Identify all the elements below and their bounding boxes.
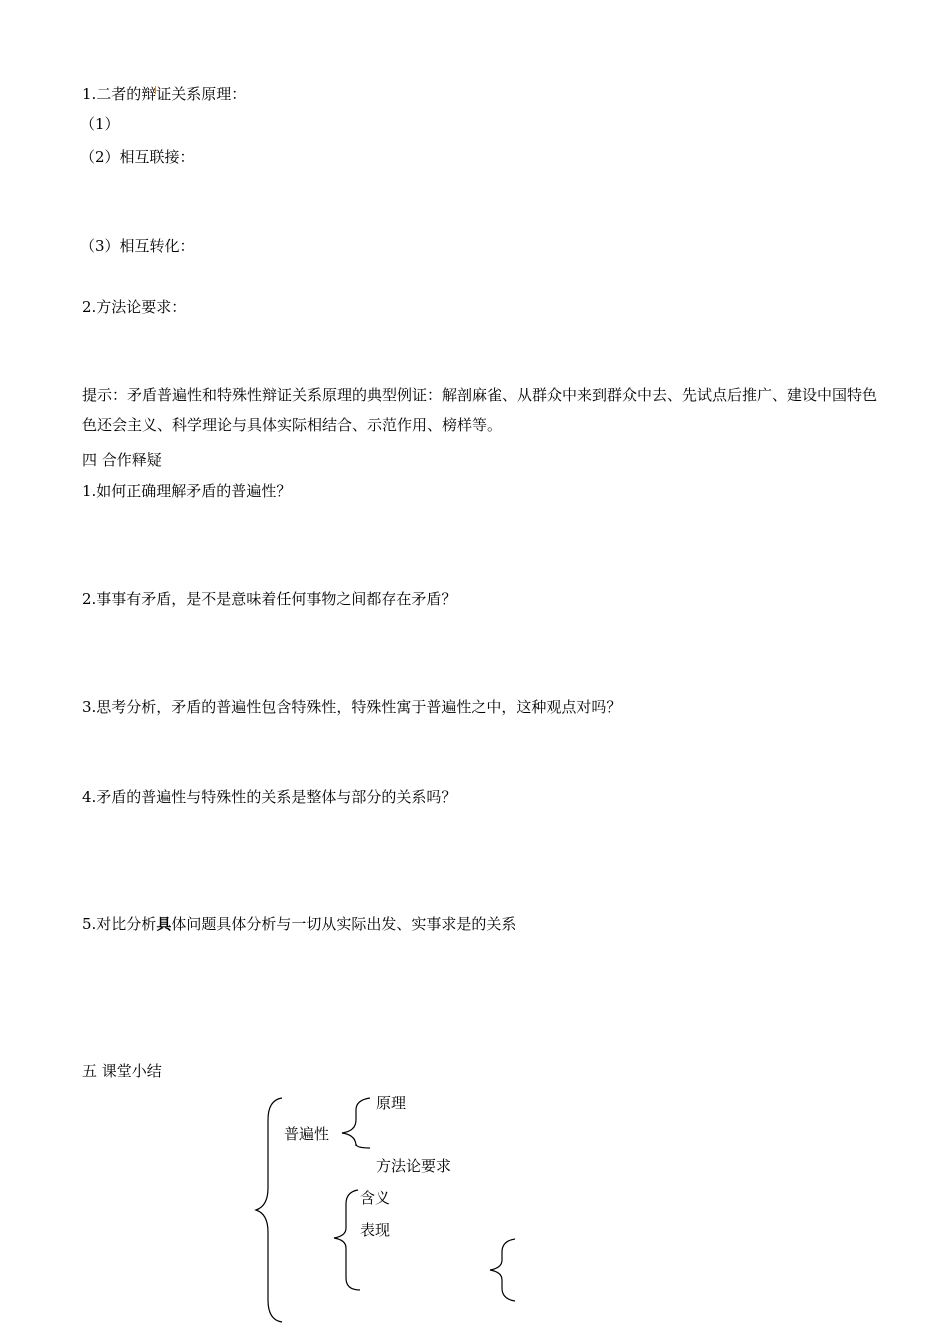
diagram-principle: 原理 — [376, 1094, 407, 1112]
item1-sub3: （3）相互转化： — [80, 237, 195, 255]
item1-sub2: （2）相互联接： — [80, 148, 195, 166]
question-2: 2.事事有矛盾，是不是意味着任何事物之间都存在矛盾？ — [82, 590, 457, 608]
edit-mark — [155, 86, 160, 94]
diagram-manifestation: 表现 — [360, 1221, 391, 1239]
hint-paragraph: 提示：矛盾普遍性和特殊性辩证关系原理的典型例证：解剖麻雀、从群众中来到群众中去、先试点后推广、建设中国特色色还会主义、科学理论与具体实际相结合、示范作用、榜样等。 — [82, 386, 878, 434]
question-4: 4.矛盾的普遍性与特殊性的关系是整体与部分的关系吗？ — [82, 788, 457, 806]
small-brace — [490, 1239, 515, 1301]
question-5-prefix: 5.对比分析 — [82, 915, 157, 933]
universality-brace — [342, 1098, 370, 1148]
section5-title: 五 课堂小结 — [82, 1062, 162, 1080]
question-5-suffix: 体问题具体分析与一切从实际出发、实事求是的关系 — [171, 915, 517, 933]
question-5-bold: 具 — [156, 915, 172, 933]
item1-sub1: （1） — [80, 115, 120, 133]
particularity-brace — [334, 1190, 360, 1290]
section4-title: 四 合作释疑 — [82, 451, 162, 469]
outer-brace — [256, 1098, 282, 1322]
question-3: 3.思考分析，矛盾的普遍性包含特殊性，特殊性寓于普遍性之中，这种观点对吗？ — [82, 698, 622, 716]
item2-heading: 2.方法论要求： — [82, 298, 187, 316]
diagram-methodology: 方法论要求 — [376, 1157, 452, 1175]
diagram-meaning: 含义 — [360, 1189, 391, 1207]
question-5 — [82, 914, 516, 934]
item1-heading: 1.二者的辩证关系原理： — [82, 85, 247, 103]
diagram-universality: 普遍性 — [284, 1125, 330, 1143]
question-1: 1.如何正确理解矛盾的普遍性？ — [82, 482, 292, 500]
